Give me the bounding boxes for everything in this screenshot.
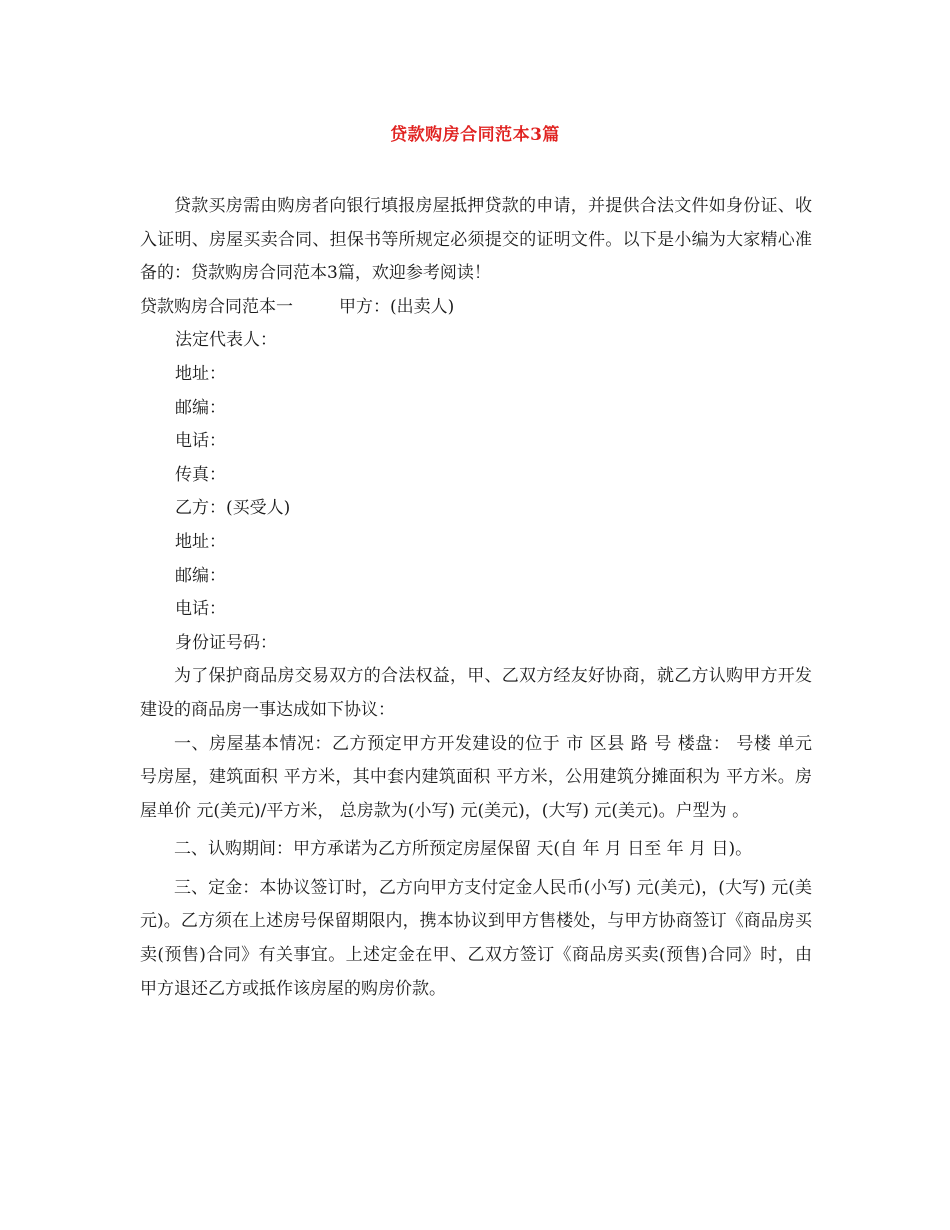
party-a-field-fax: 传真： [175,464,226,485]
party-b-field-postcode: 邮编： [175,565,226,586]
party-a-field-legal-rep: 法定代表人： [175,330,277,351]
document-title: 贷款购房合同范本3篇 [390,125,560,145]
document-body [140,190,812,1006]
party-b-label: 乙方：(买受人) [175,498,291,519]
party-a-field-postcode: 邮编： [175,397,226,418]
preamble-paragraph: 为了保护商品房交易双方的合法权益，甲、乙双方经友好协商，就乙方认购甲方开发建设的商品房一事达成如下协议： [140,666,812,720]
party-b-field-address: 地址： [175,531,226,552]
clause-3-deposit: 三、定金：本协议签订时，乙方向甲方支付定金人民币(小写) 元(美元)，(大写) 元(美元)。乙方须在上述房号保留期限内，携本协议到甲方售楼处，与甲方协商签订《商品房买卖(预售)合同》有关事宜。上述定金在甲、乙双方签订《商品房买卖(预售)合同》时，由甲方退还乙方或抵作该房屋的购房价款。 [140,877,812,999]
party-b-field-phone: 电话： [175,599,226,620]
section-heading-line [140,291,812,325]
party-a-field-address: 地址： [175,363,226,384]
party-a-field-phone: 电话： [175,431,226,452]
party-b-field-id-number: 身份证号码： [175,632,277,653]
clause-1-house-info: 一、房屋基本情况：乙方预定甲方开发建设的位于 市 区县 路 号 楼盘： 号楼 单元 号房屋，建筑面积 平方米，其中套内建筑面积 平方米，公用建筑分摊面积为 平方米。房屋单价 元(美元)/平方米， 总房款为(小写) 元(美元)，(大写) 元(美元)。户型为 。 [140,733,812,821]
party-a-label: 甲方：(出卖人) [339,296,455,317]
section-heading: 贷款购房合同范本一 [140,296,293,317]
intro-paragraph: 贷款买房需由购房者向银行填报房屋抵押贷款的申请，并提供合法文件如身份证、收入证明、房屋买卖合同、担保书等所规定必须提交的证明文件。以下是小编为大家精心准备的：贷款购房合同范本3篇，欢迎参考阅读！ [140,196,812,284]
clause-2-subscription-period: 二、认购期间：甲方承诺为乙方所预定房屋保留 天(自 年 月 日至 年 月 日)。 [174,839,753,860]
